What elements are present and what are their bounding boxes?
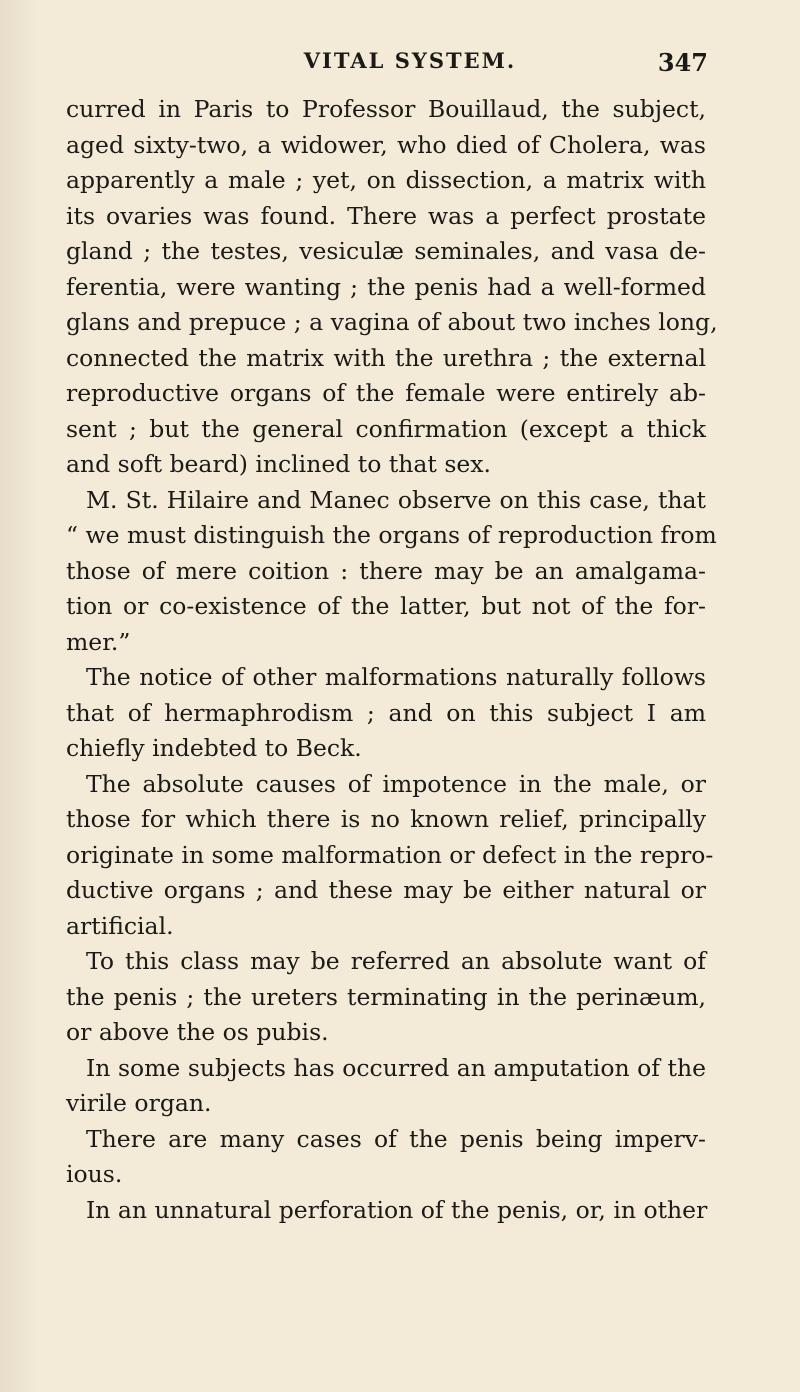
text-line: reproductive organs of the female were entirely ab-	[66, 379, 706, 407]
text-line: sent ; but the general confirmation (except a thick	[66, 414, 706, 443]
text-line: tion or co-existence of the latter, but not of the for-	[66, 592, 706, 620]
text-line: connected the matrix with the urethra ; the external	[66, 343, 706, 372]
text-line: curred in Paris to Professor Bouillaud, the subject,	[66, 95, 706, 123]
text-line: the penis ; the ureters terminating in the perinæum,	[66, 982, 706, 1011]
text-line: In some subjects has occurred an amputation of the	[86, 1053, 706, 1082]
text-line: that of hermaphrodism ; and on this subject I am	[66, 698, 706, 727]
text-line: mer.”	[66, 627, 131, 656]
text-line: The notice of other malformations naturally follows	[86, 663, 706, 691]
text-line: ferentia, were wanting ; the penis had a well-formed	[66, 272, 706, 301]
text-line: its ovaries was found. There was a perfect prostate	[66, 201, 706, 230]
text-line: ductive organs ; and these may be either natural or	[66, 876, 706, 904]
body-text	[66, 92, 718, 1228]
text-line: In an unnatural perforation of the penis, or, in other	[86, 1195, 708, 1224]
page-header	[0, 48, 800, 88]
text-line: M. St. Hilaire and Manec observe on this case, that	[86, 485, 706, 514]
text-line: “ we must distinguish the organs of reproduction from	[66, 521, 717, 549]
text-line: chiefly indebted to Beck.	[66, 734, 362, 762]
text-line: There are many cases of the penis being imperv-	[86, 1124, 706, 1153]
text-line: ious.	[66, 1160, 123, 1188]
text-line: apparently a male ; yet, on dissection, a matrix with	[66, 166, 706, 194]
text-line: originate in some malformation or defect in the repro-	[66, 840, 714, 869]
text-line: glans and prepuce ; a vagina of about two inches long,	[66, 308, 718, 336]
running-head: VITAL SYSTEM.	[303, 48, 517, 73]
text-line: and soft beard) inclined to that sex.	[66, 450, 492, 478]
text-line: The absolute causes of impotence in the male, or	[86, 769, 706, 798]
text-line: To this class may be referred an absolute want of	[86, 947, 706, 975]
page-number: 347	[657, 48, 708, 77]
text-line: aged sixty-two, a widower, who died of Cholera, was	[66, 130, 706, 159]
text-line: gland ; the testes, vesiculæ seminales, and vasa de-	[66, 237, 706, 265]
text-line: those for which there is no known relief, principally	[66, 805, 706, 833]
text-line: artificial.	[66, 911, 174, 940]
text-line: or above the os pubis.	[66, 1018, 329, 1046]
text-line: virile organ.	[66, 1089, 212, 1117]
text-line: those of mere coition : there may be an amalgama-	[66, 556, 706, 585]
